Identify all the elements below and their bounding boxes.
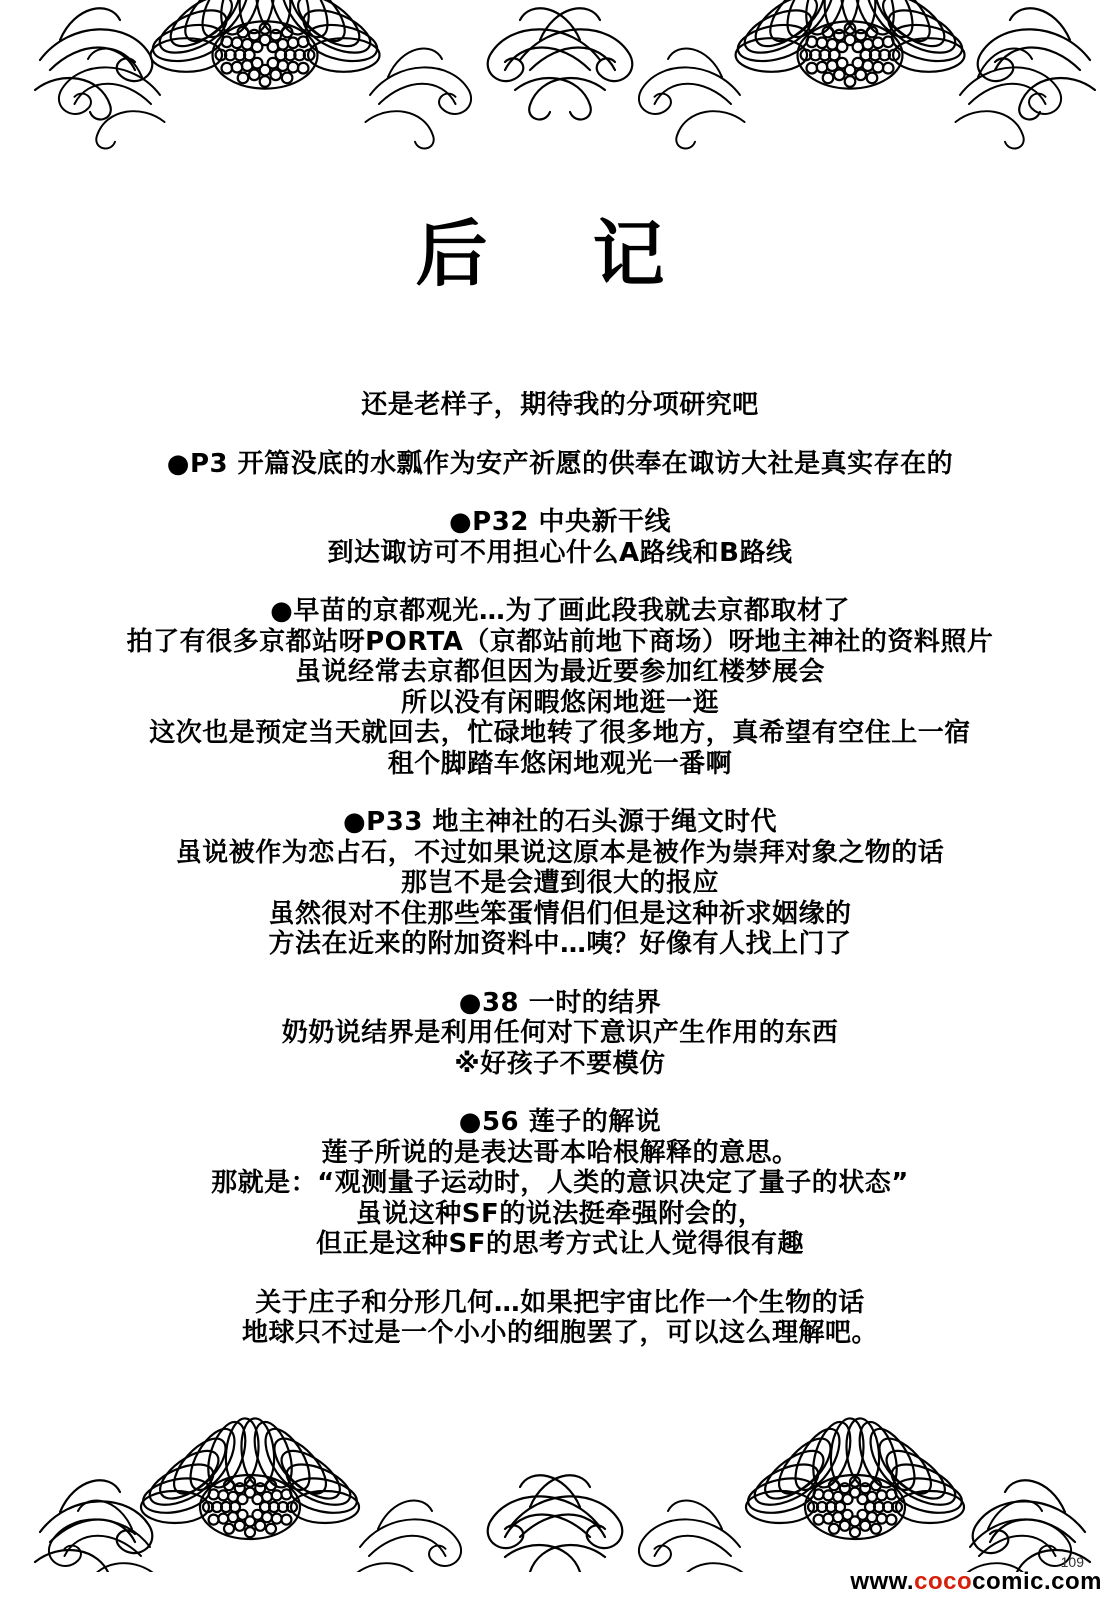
paragraph-block (20, 449, 1100, 480)
paragraph-block (20, 390, 1100, 421)
watermark-suffix: comic.com (972, 1568, 1102, 1595)
text-line: 虽然很对不住那些笨蛋情侣们但是这种祈求姻缘的 (268, 898, 852, 929)
text-line: 地球只不过是一个小小的细胞罢了，可以这么理解吧。 (241, 1318, 878, 1348)
text-line: 虽说这种SF的说法挺牵强附会的， (355, 1198, 765, 1229)
page-number: 109 (1060, 1554, 1084, 1570)
chrysanthemum-flower (150, 0, 381, 89)
text-line: 但正是这种SF的思考方式让人觉得很有趣 (316, 1229, 804, 1259)
page-title: 后 记 (415, 211, 705, 296)
text-line: 奶奶说结界是利用任何对下意识产生作用的东西 (281, 1018, 839, 1048)
leaf-scroll (59, 48, 165, 148)
text-line: 莲子所说的是表达哥本哈根解释的意思。 (321, 1137, 799, 1168)
leaf-scroll (956, 48, 1062, 148)
text-line: ●早苗的京都观光…为了画此段我就去京都取材了 (270, 596, 850, 626)
text-line: 方法在近来的附加资料中…咦？好像有人找上门了 (268, 929, 852, 959)
paragraph-block (20, 596, 1100, 779)
afterword-body (20, 390, 1100, 1377)
chrysanthemum-flower (140, 1417, 360, 1539)
text-line: 那岂不是会遭到很大的报应 (400, 868, 719, 898)
leaf-scroll (35, 1480, 152, 1572)
leaf-scroll (356, 1500, 462, 1572)
site-watermark (850, 1568, 1102, 1596)
watermark-brand: coco (914, 1568, 973, 1595)
text-line: 到达诹访可不用担心什么A路线和B路线 (327, 537, 793, 568)
leaf-scroll (488, 8, 605, 119)
floral-border-bottom (0, 1412, 1120, 1572)
text-line: 这次也是预定当天就回去，忙碌地转了很多地方，真希望有空住上一宿 (149, 718, 971, 748)
paragraph-block (20, 507, 1100, 568)
text-line: 那就是：“观测量子运动时，人类的意识决定了量子的状态” (211, 1168, 909, 1198)
text-line: ●P32 中央新干线 (449, 507, 671, 537)
text-line: ※好孩子不要模仿 (454, 1048, 666, 1079)
text-line: 虽说经常去京都但因为最近要参加红楼梦展会 (294, 657, 825, 687)
leaf-scroll (639, 1500, 745, 1572)
text-line: 虽说被作为恋占石，不过如果说这原本是被作为崇拜对象之物的话 (175, 837, 945, 868)
paragraph-block (20, 1107, 1100, 1260)
text-line: 拍了有很多京都站呀PORTA（京都站前地下商场）呀地主神社的资料照片 (126, 626, 994, 657)
text-line: 所以没有闲暇悠闲地逛一逛 (400, 687, 719, 718)
chrysanthemum-flower (745, 1417, 965, 1539)
text-line: 关于庄子和分形几何…如果把宇宙比作一个生物的话 (255, 1287, 865, 1318)
text-line: ●P3 开篇没底的水瓢作为安产祈愿的供奉在诹访大社是真实存在的 (166, 448, 954, 479)
chrysanthemum-flower (735, 0, 966, 89)
leaf-scroll (366, 48, 472, 148)
text-line: ●38 一时的结界 (458, 987, 662, 1018)
leaf-scroll (639, 48, 745, 148)
paragraph-block (20, 1288, 1100, 1349)
text-line: ●P33 地主神社的石头源于绳文时代 (343, 807, 777, 837)
text-line: ●56 莲子的解说 (458, 1107, 662, 1137)
leaf-scroll (515, 8, 632, 119)
paragraph-block (20, 988, 1100, 1080)
floral-border-top (0, 0, 1120, 170)
leaf-scroll (966, 1500, 1072, 1572)
leaf-scroll (978, 8, 1095, 119)
paragraph-block (20, 807, 1100, 960)
text-line: 租个脚踏车悠闲地观光一番啊 (387, 748, 733, 779)
text-line: 还是老样子，期待我的分项研究吧 (361, 390, 759, 420)
watermark-prefix: www. (850, 1568, 915, 1595)
